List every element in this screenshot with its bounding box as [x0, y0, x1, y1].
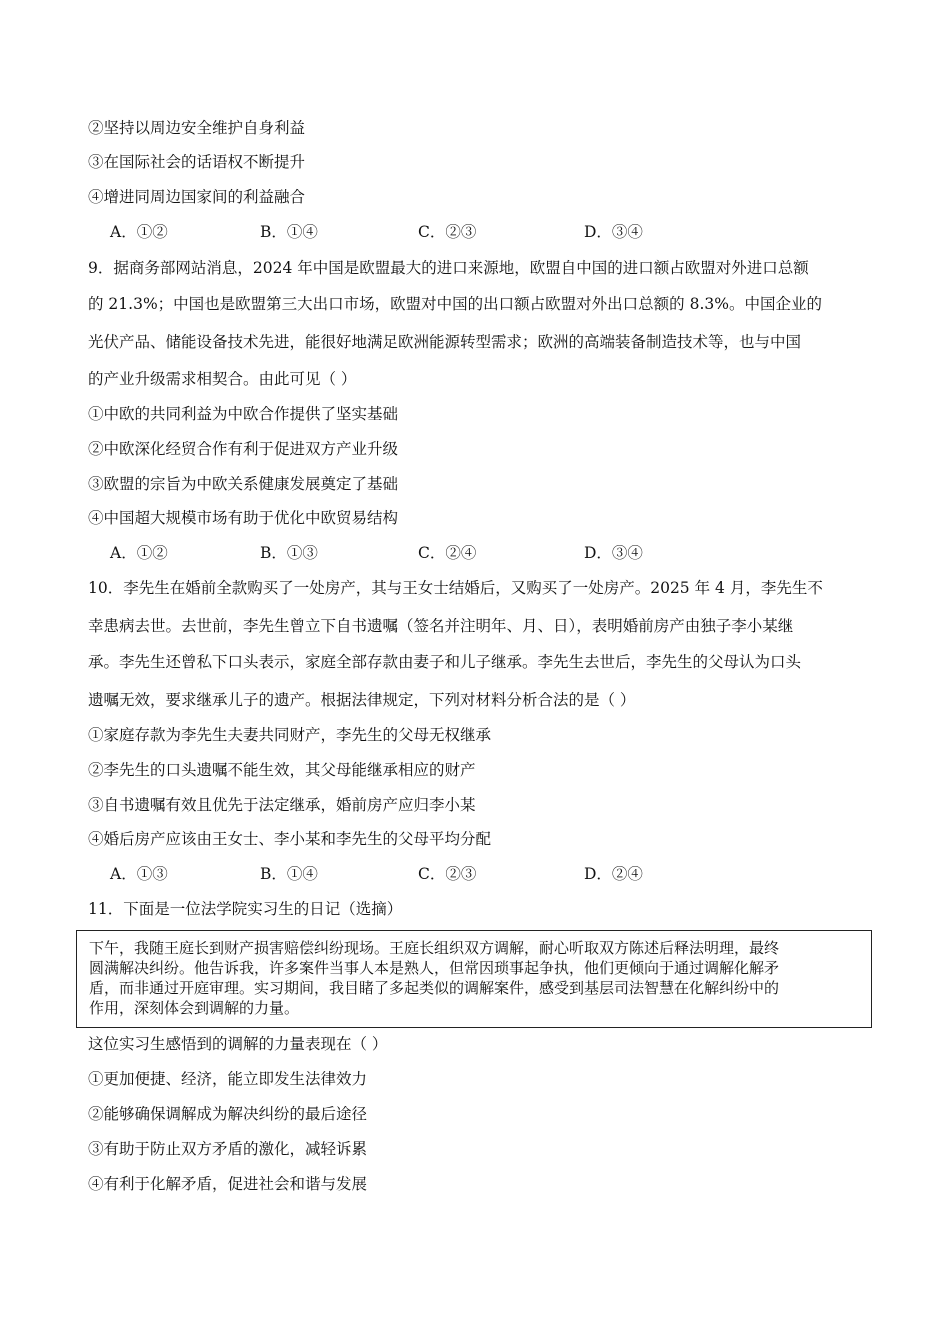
q10-stem-line-1: 10．李先生在婚前全款购买了一处房产，其与王女士结婚后，又购买了一处房产。2025 年 4 月，李先生不: [88, 579, 823, 597]
q8-option-c[interactable]: C．②③: [418, 223, 477, 241]
q9-statement-1: ①中欧的共同利益为中欧合作提供了坚实基础: [88, 405, 399, 423]
q9-statement-2: ②中欧深化经贸合作有利于促进双方产业升级: [88, 440, 399, 458]
q9-statement-4: ④中国超大规模市场有助于优化中欧贸易结构: [88, 509, 399, 527]
q11-intro: 11．下面是一位法学院实习生的日记（选摘）: [88, 900, 403, 918]
q8-statement-2: ②坚持以周边安全维护自身利益: [88, 119, 306, 137]
q9-option-b[interactable]: B．①③: [260, 544, 318, 562]
q8-options: [110, 222, 710, 242]
q10-option-b[interactable]: B．①④: [260, 865, 318, 883]
q8-option-b[interactable]: B．①④: [260, 223, 318, 241]
q11-question: 这位实习生感悟到的调解的力量表现在（ ）: [88, 1035, 388, 1053]
q8-statement-3: ③在国际社会的话语权不断提升: [88, 153, 306, 171]
q9-stem-line-2: 的 21.3%；中国也是欧盟第三大出口市场，欧盟对中国的出口额占欧盟对外出口总额的 8.3%。中国企业的: [88, 295, 822, 313]
q11-statement-3: ③有助于防止双方矛盾的激化，减轻诉累: [88, 1140, 368, 1158]
q9-option-c[interactable]: C．②④: [418, 544, 477, 562]
q10-option-a[interactable]: A．①③: [110, 865, 168, 883]
q9-stem-line-1: 9．据商务部网站消息，2024 年中国是欧盟最大的进口来源地，欧盟自中国的进口额占欧盟对外进口总额: [88, 259, 809, 277]
q10-stem-line-4: 遗嘱无效，要求继承儿子的遗产。根据法律规定，下列对材料分析合法的是（ ）: [88, 691, 636, 709]
q11-diary-line-3: 盾，而非通过开庭审理。实习期间，我目睹了多起类似的调解案件，感受到基层司法智慧在化解纠纷中的: [89, 979, 780, 997]
q9-statement-3: ③欧盟的宗旨为中欧关系健康发展奠定了基础: [88, 475, 399, 493]
q10-statement-3: ③自书遗嘱有效且优先于法定继承，婚前房产应归李小某: [88, 796, 476, 814]
q11-diary-excerpt-box: [76, 930, 872, 1028]
q9-stem-line-3: 光伏产品、储能设备技术先进，能很好地满足欧洲能源转型需求；欧洲的高端装备制造技术等，也与中国: [88, 333, 802, 351]
q11-diary-line-1: 下午，我随王庭长到财产损害赔偿纠纷现场。王庭长组织双方调解，耐心听取双方陈述后释法明理，最终: [89, 939, 780, 957]
q9-stem-line-4: 的产业升级需求相契合。由此可见（ ）: [88, 370, 357, 388]
q10-statement-1: ①家庭存款为李先生夫妻共同财产，李先生的父母无权继承: [88, 726, 492, 744]
q11-statement-2: ②能够确保调解成为解决纠纷的最后途径: [88, 1105, 368, 1123]
q9-options: [110, 543, 710, 563]
q11-diary-line-4: 作用，深刻体会到调解的力量。: [89, 999, 300, 1017]
q11-diary-line-2: 圆满解决纠纷。他告诉我，许多案件当事人本是熟人，但常因琐事起争执，他们更倾向于通过调解化解矛: [89, 959, 780, 977]
q11-statement-1: ①更加便捷、经济，能立即发生法律效力: [88, 1070, 368, 1088]
q10-stem-line-2: 幸患病去世。去世前，李先生曾立下自书遗嘱（签名并注明年、月、日），表明婚前房产由独子李小某继: [88, 617, 794, 635]
q10-options: [110, 864, 710, 884]
q9-option-a[interactable]: A．①②: [110, 544, 168, 562]
q8-option-a[interactable]: A．①②: [110, 223, 168, 241]
q10-statement-2: ②李先生的口头遗嘱不能生效，其父母能继承相应的财产: [88, 761, 476, 779]
q10-statement-4: ④婚后房产应该由王女士、李小某和李先生的父母平均分配: [88, 830, 492, 848]
q10-option-d[interactable]: D．②④: [584, 865, 643, 883]
q10-stem-line-3: 承。李先生还曾私下口头表示，家庭全部存款由妻子和儿子继承。李先生去世后，李先生的父母认为口头: [88, 653, 802, 671]
q11-statement-4: ④有利于化解矛盾，促进社会和谐与发展: [88, 1175, 368, 1193]
q8-option-d[interactable]: D．③④: [584, 223, 643, 241]
q9-option-d[interactable]: D．③④: [584, 544, 643, 562]
q8-statement-4: ④增进同周边国家间的利益融合: [88, 188, 306, 206]
q10-option-c[interactable]: C．②③: [418, 865, 477, 883]
